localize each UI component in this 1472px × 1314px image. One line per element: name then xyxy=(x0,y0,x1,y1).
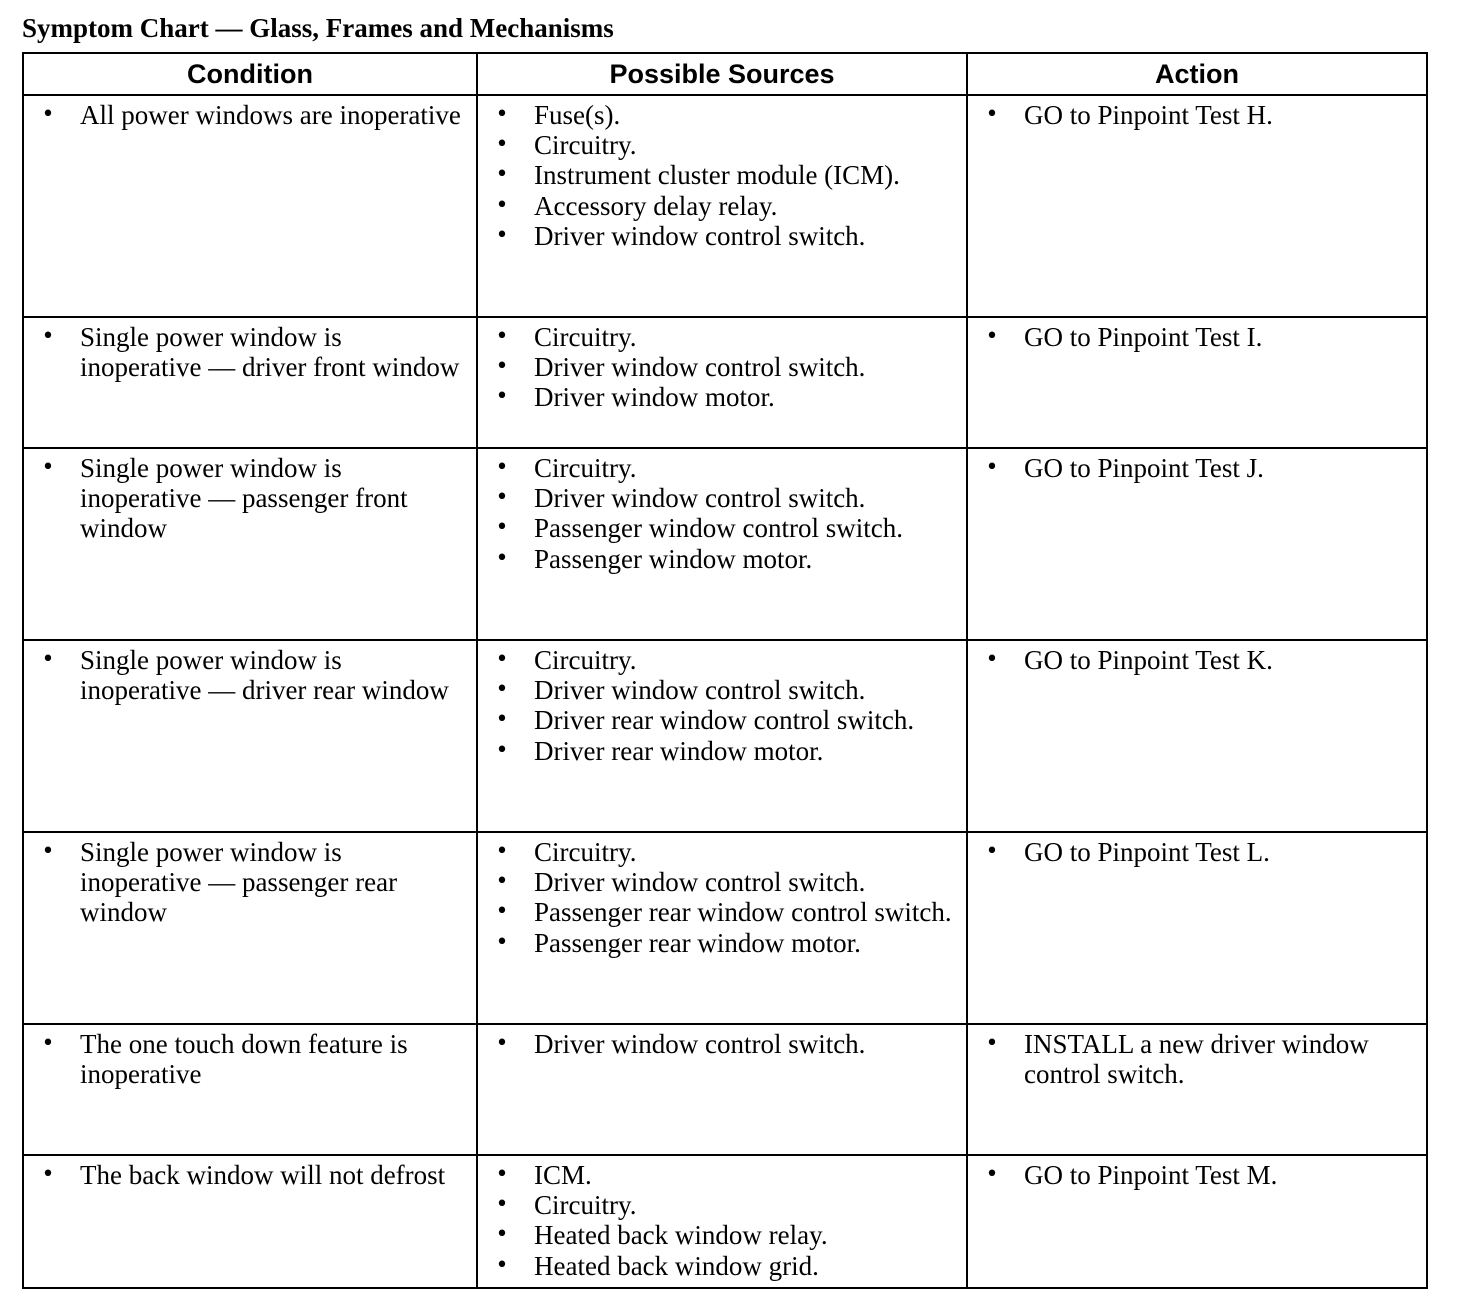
source-text: Heated back window grid. xyxy=(534,1250,819,1281)
condition-item xyxy=(24,1029,468,1089)
bullet-icon: • xyxy=(495,132,509,158)
action-cell xyxy=(967,640,1427,832)
bullet-icon: • xyxy=(495,899,509,925)
bullet-icon: • xyxy=(985,1031,999,1056)
sources-cell xyxy=(477,1024,967,1155)
bullet-icon: • xyxy=(495,455,509,480)
table-row xyxy=(23,317,1427,448)
condition-text: Single power window is inoperative — driver rear window xyxy=(80,645,449,706)
action-cell xyxy=(967,95,1427,317)
bullet-icon: • xyxy=(495,354,509,380)
source-text: Driver window motor. xyxy=(534,382,775,413)
condition-text: Single power window is inoperative — passenger front window xyxy=(80,453,408,544)
source-item xyxy=(478,736,958,766)
bullet-icon: • xyxy=(41,1031,55,1056)
bullet-icon: • xyxy=(495,647,509,672)
header-condition: Condition xyxy=(23,53,477,95)
condition-cell xyxy=(23,1024,477,1155)
source-item xyxy=(478,160,958,190)
condition-cell xyxy=(23,317,477,448)
bullet-icon: • xyxy=(985,1162,999,1187)
action-text: GO to Pinpoint Test K. xyxy=(1024,645,1273,675)
condition-item xyxy=(24,453,468,544)
condition-item xyxy=(24,645,468,705)
source-item xyxy=(478,544,958,574)
header-action: Action xyxy=(967,53,1427,95)
bullet-icon: • xyxy=(41,1162,55,1187)
bullet-icon: • xyxy=(495,192,509,218)
source-item xyxy=(478,221,958,251)
bullet-icon: • xyxy=(985,839,999,864)
sources-cell xyxy=(477,95,967,317)
action-item xyxy=(968,453,1418,483)
source-item xyxy=(478,322,958,352)
bullet-icon: • xyxy=(41,324,55,349)
source-text: Driver window control switch. xyxy=(534,867,866,898)
bullet-icon: • xyxy=(495,869,509,895)
bullet-icon: • xyxy=(985,102,999,127)
bullet-icon: • xyxy=(495,929,509,955)
bullet-icon: • xyxy=(495,1252,509,1278)
source-text: Fuse(s). xyxy=(534,100,621,130)
source-text: Driver window control switch. xyxy=(534,675,866,706)
bullet-icon: • xyxy=(985,455,999,480)
condition-item xyxy=(24,322,468,382)
source-item xyxy=(478,645,958,675)
action-item xyxy=(968,100,1418,130)
condition-item xyxy=(24,100,468,130)
source-text: Passenger window control switch. xyxy=(534,513,903,544)
condition-cell xyxy=(23,832,477,1024)
action-item xyxy=(968,645,1418,675)
action-text: GO to Pinpoint Test H. xyxy=(1024,100,1273,130)
sources-cell xyxy=(477,448,967,640)
bullet-icon: • xyxy=(41,455,55,480)
source-item xyxy=(478,867,958,897)
source-item xyxy=(478,675,958,705)
source-text: Driver window control switch. xyxy=(534,352,866,383)
bullet-icon: • xyxy=(495,1162,509,1187)
bullet-icon: • xyxy=(495,222,509,248)
source-text: Passenger rear window control switch. xyxy=(534,897,952,928)
table-row xyxy=(23,1024,1427,1155)
bullet-icon: • xyxy=(495,515,509,541)
source-item xyxy=(478,1220,958,1250)
action-cell xyxy=(967,1024,1427,1155)
condition-cell xyxy=(23,1155,477,1288)
condition-cell xyxy=(23,640,477,832)
source-item xyxy=(478,191,958,221)
sources-cell xyxy=(477,832,967,1024)
action-item xyxy=(968,322,1418,352)
sources-cell xyxy=(477,317,967,448)
condition-item xyxy=(24,837,468,928)
bullet-icon: • xyxy=(495,1192,509,1218)
source-text: Driver window control switch. xyxy=(534,220,866,251)
bullet-icon: • xyxy=(495,162,509,188)
source-item xyxy=(478,513,958,543)
source-text: Passenger rear window motor. xyxy=(534,927,861,958)
source-text: Driver rear window motor. xyxy=(534,735,824,766)
action-cell xyxy=(967,832,1427,1024)
source-text: Circuitry. xyxy=(534,130,637,161)
action-item xyxy=(968,1160,1418,1190)
bullet-icon: • xyxy=(985,647,999,672)
source-item xyxy=(478,483,958,513)
source-item xyxy=(478,1160,958,1190)
source-item xyxy=(478,352,958,382)
table-row xyxy=(23,1155,1427,1288)
source-item xyxy=(478,453,958,483)
bullet-icon: • xyxy=(495,839,509,864)
source-text: Instrument cluster module (ICM). xyxy=(534,160,900,191)
action-text: GO to Pinpoint Test M. xyxy=(1024,1160,1278,1190)
source-text: Accessory delay relay. xyxy=(534,190,778,221)
source-text: ICM. xyxy=(534,1160,592,1190)
bullet-icon: • xyxy=(495,102,509,127)
source-text: Driver rear window control switch. xyxy=(534,705,915,736)
source-text: Driver window control switch. xyxy=(534,483,866,514)
source-text: Circuitry. xyxy=(534,837,637,867)
header-row xyxy=(23,53,1427,95)
source-item xyxy=(478,928,958,958)
page-title: Symptom Chart — Glass, Frames and Mechanisms xyxy=(22,13,614,43)
source-item xyxy=(478,837,958,867)
bullet-icon: • xyxy=(495,545,509,571)
condition-text: The one touch down feature is inoperative xyxy=(80,1029,408,1090)
source-item xyxy=(478,1251,958,1281)
table-row xyxy=(23,640,1427,832)
bullet-icon: • xyxy=(495,737,509,763)
source-text: Heated back window relay. xyxy=(534,1220,828,1251)
bullet-icon: • xyxy=(495,485,509,511)
bullet-icon: • xyxy=(41,839,55,864)
bullet-icon: • xyxy=(495,384,509,410)
action-text: GO to Pinpoint Test L. xyxy=(1024,837,1270,867)
bullet-icon: • xyxy=(495,1031,509,1056)
action-item xyxy=(968,837,1418,867)
source-text: Circuitry. xyxy=(534,645,637,675)
source-item xyxy=(478,100,958,130)
source-item xyxy=(478,705,958,735)
condition-text: Single power window is inoperative — driver front window xyxy=(80,322,460,383)
bullet-icon: • xyxy=(495,324,509,349)
action-cell xyxy=(967,448,1427,640)
bullet-icon: • xyxy=(41,647,55,672)
source-item xyxy=(478,130,958,160)
source-text: Circuitry. xyxy=(534,453,637,483)
condition-cell xyxy=(23,95,477,317)
bullet-icon: • xyxy=(985,324,999,349)
symptom-chart-table xyxy=(22,52,1428,1289)
source-text: Circuitry. xyxy=(534,1190,637,1221)
action-cell xyxy=(967,317,1427,448)
condition-text: All power windows are inoperative xyxy=(80,100,461,130)
action-text: GO to Pinpoint Test I. xyxy=(1024,322,1263,352)
table-row xyxy=(23,95,1427,317)
action-item xyxy=(968,1029,1418,1089)
bullet-icon: • xyxy=(495,707,509,733)
sources-cell xyxy=(477,1155,967,1288)
action-text: GO to Pinpoint Test J. xyxy=(1024,453,1264,483)
condition-cell xyxy=(23,448,477,640)
source-text: Driver window control switch. xyxy=(534,1029,866,1059)
action-cell xyxy=(967,1155,1427,1288)
condition-text: The back window will not defrost xyxy=(80,1160,446,1190)
action-text: INSTALL a new driver window control switch. xyxy=(1024,1029,1369,1090)
condition-item xyxy=(24,1160,468,1190)
source-item xyxy=(478,1190,958,1220)
source-item xyxy=(478,1029,958,1059)
header-possible-sources: Possible Sources xyxy=(477,53,967,95)
table-row xyxy=(23,448,1427,640)
bullet-icon: • xyxy=(495,1222,509,1248)
bullet-icon: • xyxy=(41,102,55,127)
sources-cell xyxy=(477,640,967,832)
source-item xyxy=(478,382,958,412)
bullet-icon: • xyxy=(495,677,509,703)
condition-text: Single power window is inoperative — passenger rear window xyxy=(80,837,398,928)
source-text: Passenger window motor. xyxy=(534,543,813,574)
source-text: Circuitry. xyxy=(534,322,637,352)
table-row xyxy=(23,832,1427,1024)
source-item xyxy=(478,897,958,927)
